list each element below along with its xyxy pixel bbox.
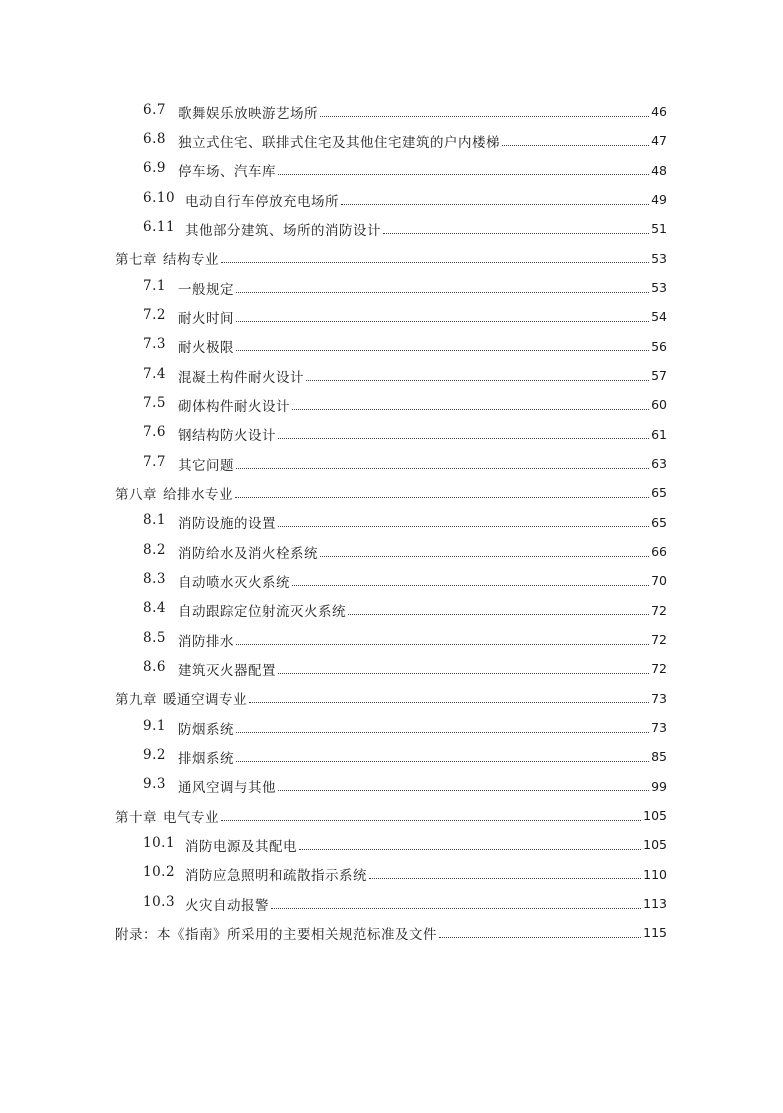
toc-section-entry[interactable]	[0, 361, 783, 390]
toc-entry-title: 自动跟踪定位射流灭火系统	[178, 604, 346, 621]
toc-page-number: 72	[651, 602, 667, 618]
toc-section-entry[interactable]	[0, 508, 783, 537]
toc-page-number: 56	[651, 338, 667, 354]
toc-entry-title: 消防电源及其配电	[185, 838, 297, 855]
toc-section-entry[interactable]	[0, 156, 783, 185]
toc-dot-leader	[236, 349, 649, 351]
toc-dot-leader	[236, 760, 649, 762]
toc-dot-leader	[278, 173, 649, 175]
toc-chapter-entry[interactable]	[0, 801, 783, 830]
toc-page-number: 85	[651, 749, 667, 765]
toc-section-entry[interactable]	[0, 185, 783, 214]
toc-dot-leader	[306, 379, 649, 381]
toc-entry-number: 8.5	[143, 629, 166, 646]
toc-entry-number: 9.3	[143, 776, 166, 793]
toc-entry-label	[143, 102, 318, 122]
toc-entry-label	[115, 688, 247, 708]
toc-section-entry[interactable]	[0, 420, 783, 449]
toc-dot-leader	[236, 320, 649, 322]
toc-entry-number: 8.2	[143, 541, 166, 558]
toc-chapter-entry[interactable]	[0, 918, 783, 947]
toc-dot-leader	[383, 232, 649, 234]
toc-section-entry[interactable]	[0, 126, 783, 155]
toc-entry-title: 停车场、汽车库	[178, 164, 276, 181]
toc-page-number: 115	[643, 925, 667, 941]
toc-page-number: 46	[651, 104, 667, 120]
toc-entry-number: 9.1	[143, 717, 166, 734]
toc-page-number: 65	[651, 485, 667, 501]
toc-entry-label	[143, 718, 234, 738]
toc-entry-number: 6.9	[143, 160, 166, 177]
toc-entry-number: 第九章	[115, 692, 157, 709]
toc-entry-title: 消防应急照明和疏散指示系统	[185, 868, 367, 885]
toc-section-entry[interactable]	[0, 860, 783, 889]
toc-page-number: 73	[651, 690, 667, 706]
toc-entry-label	[143, 454, 234, 474]
toc-section-entry[interactable]	[0, 566, 783, 595]
toc-page-number: 48	[651, 162, 667, 178]
toc-entry-title: 电动自行车停放充电场所	[185, 193, 339, 210]
toc-entry-label	[143, 278, 234, 298]
toc-entry-label	[143, 131, 500, 151]
toc-section-entry[interactable]	[0, 830, 783, 859]
toc-entry-title: 防烟系统	[178, 721, 234, 738]
toc-page-number: 60	[651, 397, 667, 413]
toc-entry-title: 其他部分建筑、场所的消防设计	[185, 222, 381, 239]
toc-entry-label	[115, 248, 219, 268]
toc-entry-number: 7.4	[143, 365, 166, 382]
toc-section-entry[interactable]	[0, 713, 783, 742]
toc-dot-leader	[235, 496, 649, 498]
toc-page-number: 105	[643, 837, 667, 853]
toc-dot-leader	[292, 408, 649, 410]
toc-section-entry[interactable]	[0, 390, 783, 419]
toc-page-number: 53	[651, 250, 667, 266]
toc-dot-leader	[278, 672, 649, 674]
toc-dot-leader	[341, 203, 649, 205]
toc-section-entry[interactable]	[0, 889, 783, 918]
toc-section-entry[interactable]	[0, 332, 783, 361]
toc-page-number: 61	[651, 426, 667, 442]
toc-section-entry[interactable]	[0, 214, 783, 243]
toc-entry-number: 第八章	[115, 486, 157, 503]
toc-page-number: 63	[651, 456, 667, 472]
toc-page-number: 65	[651, 514, 667, 530]
toc-section-entry[interactable]	[0, 625, 783, 654]
toc-page-number: 99	[651, 778, 667, 794]
toc-entry-label	[143, 747, 234, 767]
toc-entry-label	[143, 366, 304, 386]
toc-page-number: 72	[651, 632, 667, 648]
toc-entry-label	[143, 835, 297, 855]
toc-dot-leader	[236, 467, 649, 469]
toc-chapter-entry[interactable]	[0, 244, 783, 273]
toc-entry-number: 6.10	[143, 189, 176, 206]
toc-entry-number: 8.1	[143, 512, 166, 529]
toc-page-number: 51	[651, 221, 667, 237]
toc-chapter-entry[interactable]	[0, 684, 783, 713]
toc-entry-label	[115, 483, 233, 503]
toc-entry-label	[143, 600, 346, 620]
toc-entry-label	[143, 864, 367, 884]
toc-entry-title: 排烟系统	[178, 750, 234, 767]
toc-entry-number: 10.3	[143, 893, 176, 910]
toc-entry-number: 7.6	[143, 424, 166, 441]
toc-page-number: 53	[651, 280, 667, 296]
toc-entry-title: 混凝土构件耐火设计	[178, 369, 304, 386]
toc-page-number: 49	[651, 192, 667, 208]
toc-entry-number: 8.6	[143, 658, 166, 675]
toc-page-number: 66	[651, 544, 667, 560]
toc-entry-label	[143, 424, 276, 444]
toc-entry-number: 9.2	[143, 746, 166, 763]
toc-dot-leader	[221, 819, 641, 821]
toc-entry-label	[143, 776, 276, 796]
toc-entry-title: 其它问题	[178, 457, 234, 474]
toc-section-entry[interactable]	[0, 654, 783, 683]
toc-section-entry[interactable]	[0, 742, 783, 771]
toc-entry-number: 8.4	[143, 600, 166, 617]
toc-dot-leader	[249, 701, 649, 703]
toc-entry-number: 6.8	[143, 130, 166, 147]
toc-section-entry[interactable]	[0, 596, 783, 625]
toc-entry-title: 消防给水及消火栓系统	[178, 545, 318, 562]
toc-dot-leader	[236, 291, 649, 293]
toc-page-number: 113	[643, 896, 667, 912]
toc-page-number: 57	[651, 368, 667, 384]
toc-entry-title: 火灾自动报警	[185, 897, 269, 914]
toc-entry-number: 第十章	[115, 809, 157, 826]
toc-dot-leader	[320, 115, 649, 117]
toc-entry-title: 附录：本《指南》所采用的主要相关规范标准及文件	[115, 926, 437, 943]
toc-page-number: 70	[651, 573, 667, 589]
toc-entry-label	[143, 307, 234, 327]
toc-page-number: 73	[651, 720, 667, 736]
toc-entry-label	[143, 630, 234, 650]
toc-entry-title: 独立式住宅、联排式住宅及其他住宅建筑的户内楼梯	[178, 134, 500, 151]
toc-entry-title: 一般规定	[178, 281, 234, 298]
toc-entry-title: 砌体构件耐火设计	[178, 398, 290, 415]
toc-entry-label	[143, 190, 339, 210]
toc-section-entry[interactable]	[0, 772, 783, 801]
toc-section-entry[interactable]	[0, 273, 783, 302]
toc-entry-label	[115, 923, 437, 943]
toc-entry-title: 给排水专业	[163, 486, 233, 503]
toc-dot-leader	[502, 144, 649, 146]
toc-dot-leader	[271, 907, 641, 909]
toc-section-entry[interactable]	[0, 449, 783, 478]
toc-entry-title: 建筑灭火器配置	[178, 662, 276, 679]
toc-entry-number: 第七章	[115, 252, 157, 269]
toc-entry-label	[143, 219, 381, 239]
toc-entry-label	[143, 542, 318, 562]
toc-page-number: 47	[651, 133, 667, 149]
toc-entry-number: 8.3	[143, 570, 166, 587]
toc-dot-leader	[236, 643, 649, 645]
toc-dot-leader	[278, 789, 649, 791]
toc-dot-leader	[369, 877, 641, 879]
toc-entry-number: 7.1	[143, 277, 166, 294]
toc-entry-number: 7.3	[143, 336, 166, 353]
toc-entry-title: 自动喷水灭火系统	[178, 574, 290, 591]
toc-entry-title: 消防排水	[178, 633, 234, 650]
toc-dot-leader	[320, 555, 649, 557]
toc-page-number: 72	[651, 661, 667, 677]
toc-entry-title: 结构专业	[163, 252, 219, 269]
toc-entry-label	[143, 894, 269, 914]
toc-entry-number: 7.5	[143, 394, 166, 411]
toc-entry-label	[115, 806, 219, 826]
toc-entry-title: 通风空调与其他	[178, 780, 276, 797]
toc-entry-title: 歌舞娱乐放映游艺场所	[178, 105, 318, 122]
toc-dot-leader	[348, 613, 649, 615]
toc-entry-label	[143, 336, 234, 356]
toc-dot-leader	[299, 848, 641, 850]
toc-dot-leader	[278, 525, 649, 527]
toc-entry-label	[143, 395, 290, 415]
toc-entry-title: 暖通空调专业	[163, 692, 247, 709]
toc-entry-number: 6.11	[143, 218, 176, 235]
table-of-contents	[0, 97, 783, 948]
toc-dot-leader	[236, 731, 649, 733]
toc-entry-number: 7.7	[143, 453, 166, 470]
toc-page-number: 110	[643, 866, 667, 882]
toc-entry-number: 10.1	[143, 834, 176, 851]
toc-entry-title: 钢结构防火设计	[178, 428, 276, 445]
toc-entry-number: 6.7	[143, 101, 166, 118]
toc-dot-leader	[439, 936, 641, 938]
toc-entry-label	[143, 160, 276, 180]
toc-entry-label	[143, 659, 276, 679]
toc-entry-title: 耐火时间	[178, 310, 234, 327]
toc-entry-title: 耐火极限	[178, 340, 234, 357]
toc-entry-number: 7.2	[143, 306, 166, 323]
toc-entry-label	[143, 571, 290, 591]
toc-dot-leader	[278, 437, 649, 439]
toc-entry-title: 消防设施的设置	[178, 516, 276, 533]
toc-dot-leader	[292, 584, 649, 586]
toc-entry-label	[143, 512, 276, 532]
toc-entry-number: 10.2	[143, 864, 176, 881]
toc-chapter-entry[interactable]	[0, 478, 783, 507]
toc-entry-title: 电气专业	[163, 809, 219, 826]
toc-dot-leader	[221, 261, 649, 263]
toc-page-number: 105	[643, 808, 667, 824]
toc-page-number: 54	[651, 309, 667, 325]
toc-section-entry[interactable]	[0, 97, 783, 126]
toc-section-entry[interactable]	[0, 537, 783, 566]
toc-section-entry[interactable]	[0, 302, 783, 331]
